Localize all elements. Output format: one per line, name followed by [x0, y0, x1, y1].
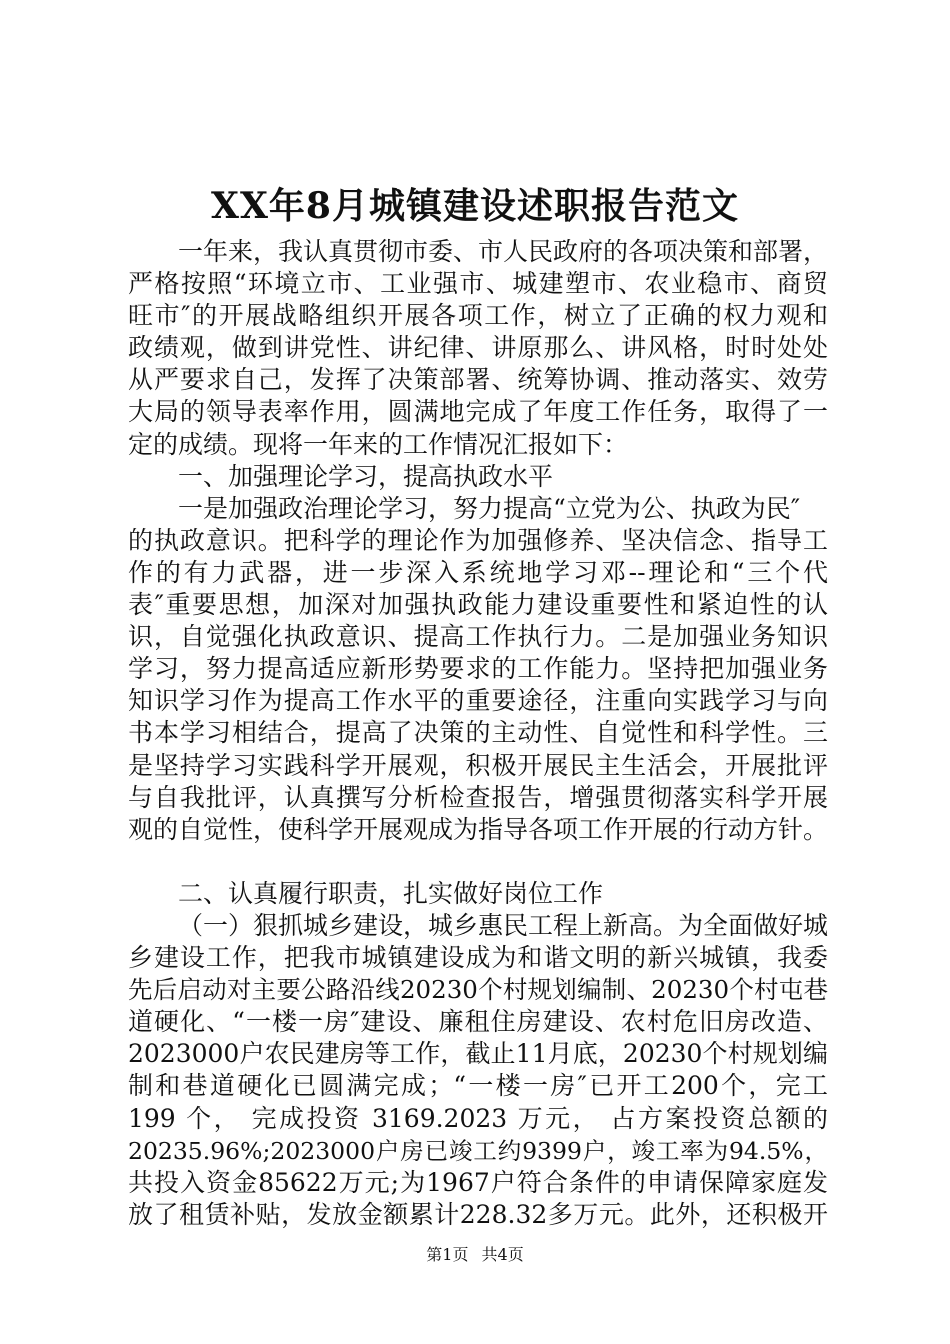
document-body: [128, 236, 828, 1231]
paragraph-line: 一年来，我认真贯彻市委、市人民政府的各项决策和部署，: [178, 237, 829, 266]
paragraph-line: 从严要求自己，发挥了决策部署、统筹协调、推动落实、效劳: [128, 365, 828, 395]
paragraph-line: 先后启动对主要公路沿线20230个村规划编制、20230个村屯巷: [128, 975, 828, 1005]
paragraph-line: 20235.96%;2023000户房已竣工约9399户，竣工率为94.5%，: [128, 1136, 828, 1165]
paragraph-line: 乡建设工作，把我市城镇建设成为和谐文明的新兴城镇，我委: [128, 943, 828, 973]
section-heading: 二、认真履行职责，扎实做好岗位工作: [178, 878, 604, 908]
paragraph-line: 道硬化、“一楼一房″建设、廉租住房建设、农村危旧房改造、: [128, 1007, 828, 1037]
paragraph-line: 表″重要思想，加深对加强执政能力建设重要性和紧迫性的认: [128, 590, 828, 620]
paragraph-line: 旺市″的开展战略组织开展各项工作，树立了正确的权力观和: [128, 301, 828, 331]
paragraph-line: 识，自觉强化执政意识、提高工作执行力。二是加强业务知识: [128, 622, 828, 652]
paragraph-line: 制和巷道硬化已圆满完成；“一楼一房″已开工200个，完工: [128, 1071, 828, 1101]
paragraph-line: 学习，努力提高适应新形势要求的工作能力。坚持把加强业务: [128, 654, 828, 684]
page-total: 共4页: [481, 1245, 524, 1264]
paragraph-line: 观的自觉性，使科学开展观成为指导各项工作开展的行动方针。: [128, 814, 829, 844]
paragraph-line: 的执政意识。把科学的理论作为加强修养、坚决信念、指导工: [128, 525, 828, 555]
page-footer: [0, 1244, 950, 1266]
page-number: 第1页: [426, 1245, 469, 1264]
paragraph-line: 是坚持学习实践科学开展观，积极开展民主生活会，开展批评: [128, 750, 828, 780]
paragraph-line: 199 个， 完成投资 3169.2023 万元， 占方案投资总额的: [128, 1103, 828, 1133]
blank-line: [128, 846, 828, 878]
paragraph-line: 定的成绩。现将一年来的工作情况汇报如下：: [128, 429, 629, 459]
paragraph-line: 知识学习作为提高工作水平的重要途径，注重向实践学习与向: [128, 686, 828, 716]
paragraph-line: 政绩观，做到讲党性、讲纪律、讲原那么、讲风格，时时处处: [128, 333, 828, 363]
paragraph-line: 放了租赁补贴，发放金额累计228.32多万元。此外，还积极开: [128, 1199, 828, 1229]
paragraph-line: 大局的领导表率作用，圆满地完成了年度工作任务，取得了一: [128, 397, 828, 427]
paragraph-line: 与自我批评，认真撰写分析检查报告，增强贯彻落实科学开展: [128, 782, 828, 812]
paragraph-line: 2023000户农民建房等工作，截止11月底，20230个村规划编: [128, 1039, 828, 1069]
paragraph-line: 书本学习相结合，提高了决策的主动性、自觉性和科学性。三: [128, 718, 828, 748]
paragraph-line: （一）狠抓城乡建设，城乡惠民工程上新高。为全面做好城: [178, 910, 829, 940]
paragraph-line: 一是加强政治理论学习，努力提高“立党为公、执政为民″: [178, 493, 801, 523]
section-heading: 一、加强理论学习，提高执政水平: [178, 461, 554, 491]
paragraph-line: 共投入资金85622万元;为1967户符合条件的申请保障家庭发: [128, 1167, 828, 1197]
paragraph-line: 作的有力武器，进一步深入系统地学习邓--理论和“三个代: [128, 557, 828, 587]
document-title: XX年8月城镇建设述职报告范文: [211, 185, 739, 227]
paragraph-line: 严格按照“环境立市、工业强市、城建塑市、农业稳市、商贸: [128, 269, 828, 299]
